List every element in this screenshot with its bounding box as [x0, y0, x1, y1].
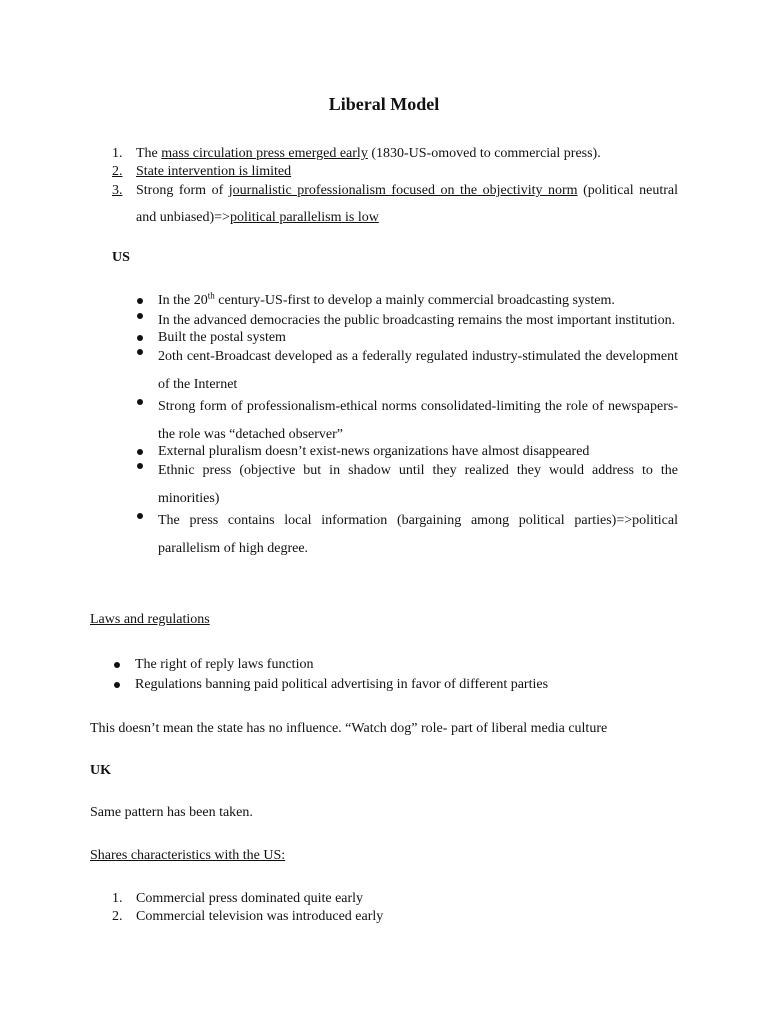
- list-item: [112, 177, 678, 231]
- shares-numbered-list: [112, 890, 678, 926]
- text-segment: century-US-first to develop a mainly commercial broadcasting system.: [214, 293, 615, 308]
- section-heading-us: US: [112, 250, 130, 265]
- list-text: Commercial press dominated quite early: [136, 891, 364, 906]
- list-item: [112, 908, 678, 926]
- list-text: 2oth cent-Broadcast developed as a federally regulated industry-stimulated the development of the Internet: [158, 349, 678, 392]
- text-segment: The: [136, 146, 162, 161]
- list-item: [112, 890, 678, 908]
- list-text: Ethnic press (objective but in shadow until they realized they would address to the minorities): [158, 463, 678, 506]
- list-item: [135, 507, 678, 563]
- list-item: [112, 676, 678, 696]
- list-item: [135, 393, 678, 449]
- underlined-text: State intervention is limited: [136, 164, 292, 179]
- text-segment: Strong form of: [136, 183, 229, 198]
- section-heading-laws: Laws and regulations: [90, 612, 210, 627]
- list-text: The press contains local information (bargaining among political parties)=>political parallelism of high degree.: [158, 513, 678, 556]
- underlined-text: political parallelism is low: [229, 210, 379, 225]
- list-item: [112, 145, 678, 163]
- list-text: Built the postal system: [158, 330, 286, 345]
- text-segment: In the 20: [158, 293, 208, 308]
- list-item: [112, 656, 678, 676]
- list-number: 1.: [112, 891, 123, 906]
- list-text: [136, 145, 678, 163]
- us-bullet-list: [135, 292, 678, 563]
- list-text: Strong form of professionalism-ethical norms consolidated-limiting the role of newspapers-the role was “detached observer”: [158, 399, 678, 442]
- section-heading-uk: UK: [90, 763, 111, 778]
- list-text: In the advanced democracies the public broadcasting remains the most important institution.: [158, 313, 676, 328]
- state-note: This doesn’t mean the state has no influence. “Watch dog” role- part of liberal media culture: [90, 721, 608, 736]
- list-text: Regulations banning paid political advertising in favor of different parties: [135, 677, 549, 692]
- list-text: [136, 177, 678, 231]
- page-title: Liberal Model: [328, 94, 440, 114]
- text-segment: (political neutral and unbiased)=>: [136, 183, 678, 225]
- shares-heading: Shares characteristics with the US:: [90, 848, 286, 863]
- list-item: [135, 343, 678, 399]
- uk-note: Same pattern has been taken.: [90, 805, 253, 820]
- underlined-text: journalistic professionalism focused on the objectivity norm: [228, 183, 578, 198]
- laws-bullet-list: [112, 656, 678, 696]
- list-number: 2.: [112, 164, 123, 179]
- list-number: 3.: [112, 183, 123, 198]
- list-item: [135, 457, 678, 513]
- list-text: The right of reply laws function: [135, 657, 314, 672]
- list-number: 1.: [112, 146, 123, 161]
- list-text: Commercial television was introduced early: [136, 909, 384, 924]
- intro-numbered-list: [112, 145, 678, 231]
- underlined-text: mass circulation press emerged early: [161, 146, 368, 161]
- superscript: th: [207, 290, 215, 301]
- list-text: External pluralism doesn’t exist-news organizations have almost disappeared: [158, 444, 590, 459]
- list-number: 2.: [112, 909, 123, 924]
- text-segment: (1830-US-omoved to commercial press).: [367, 146, 601, 161]
